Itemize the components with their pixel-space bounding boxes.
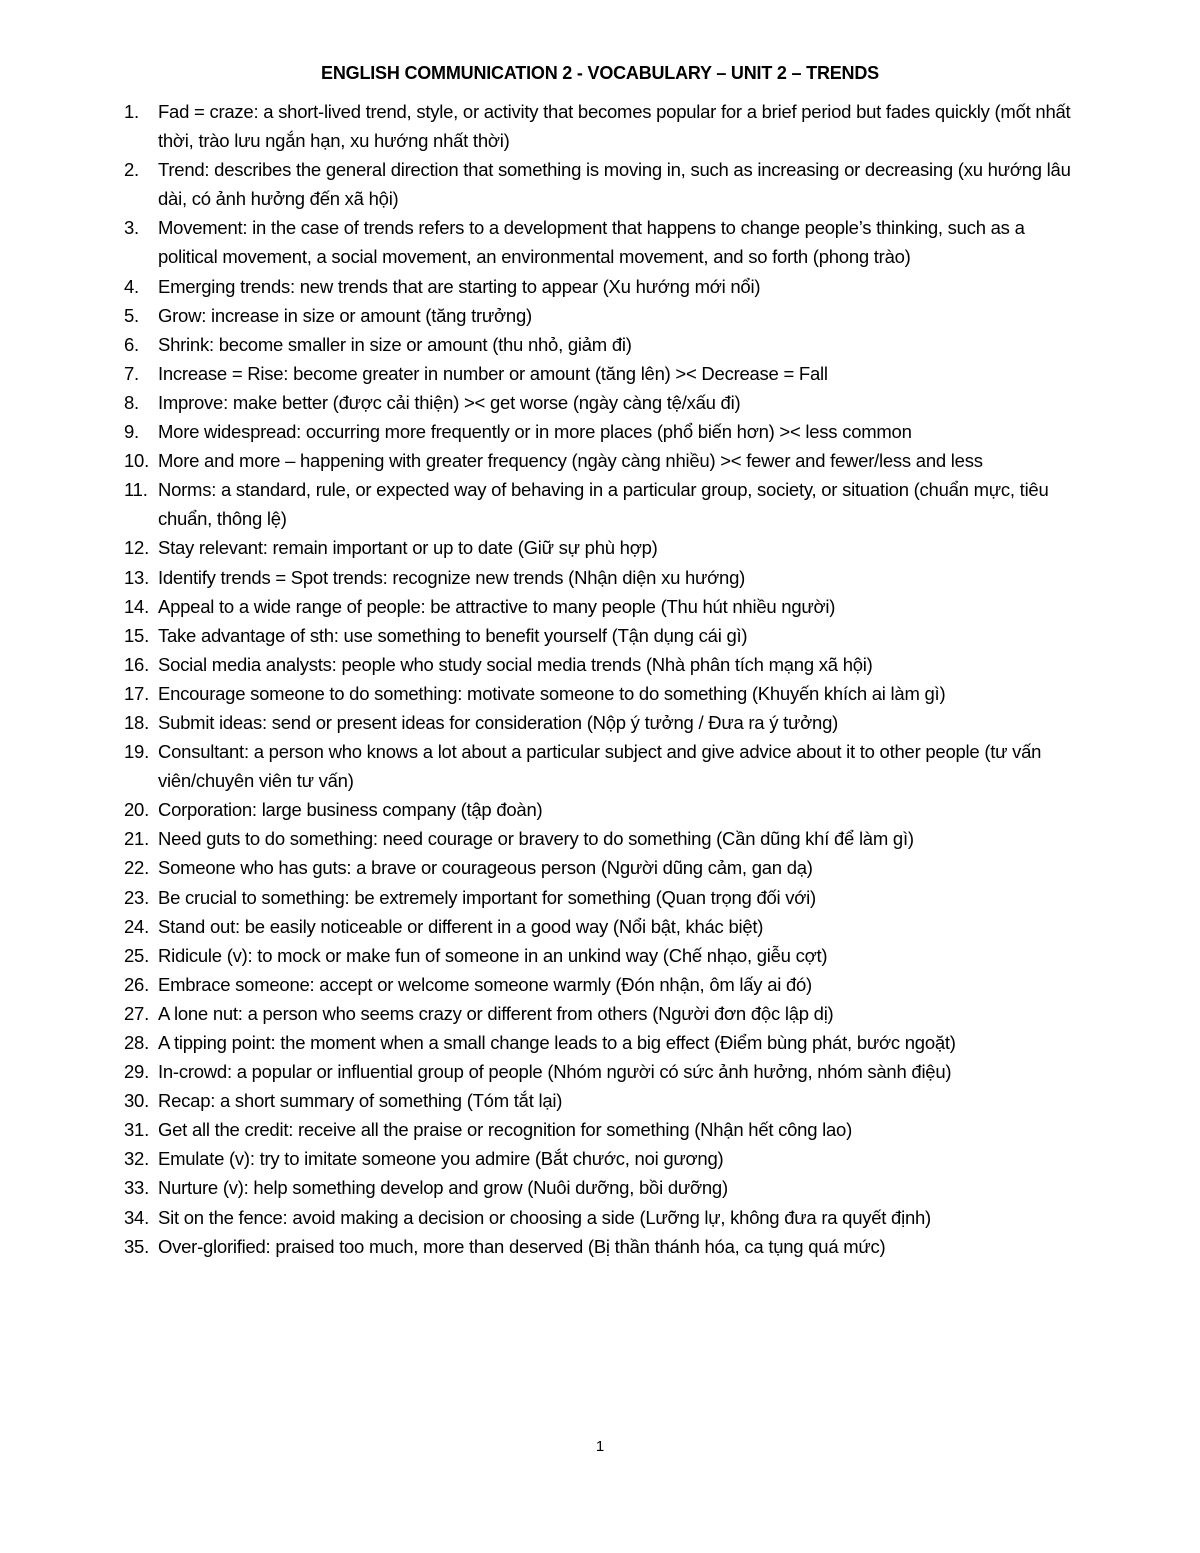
list-item-text: Consultant: a person who knows a lot about a particular subject and give advice about it to other people (tư vấn viên/chuyên viên tư vấn): [158, 741, 1042, 792]
list-item-number: 33.: [124, 1177, 149, 1199]
list-item-number: 35.: [124, 1235, 149, 1257]
list-item-text: Appeal to a wide range of people: be attractive to many people (Thu hút nhiều người): [158, 595, 836, 617]
list-item-number: 1.: [124, 101, 139, 122]
list-item: [124, 301, 1088, 330]
list-item-text: Sit on the fence: avoid making a decision or choosing a side (Lưỡng lự, không đưa ra quyết định): [158, 1206, 931, 1228]
list-item: [124, 97, 1088, 155]
list-item-number: 14.: [124, 595, 149, 617]
list-item-number: 17.: [124, 682, 149, 704]
list-item-text: Identify trends = Spot trends: recognize new trends (Nhận diện xu hướng): [158, 566, 746, 588]
list-item-number: 5.: [124, 304, 139, 326]
document-title: ENGLISH COMMUNICATION 2 - VOCABULARY – UNIT 2 – TRENDS: [321, 63, 879, 83]
list-item-number: 26.: [124, 973, 149, 995]
list-item-text: Social media analysts: people who study social media trends (Nhà phân tích mạng xã hội): [158, 653, 873, 675]
list-item-text: Recap: a short summary of something (Tóm tắt lại): [158, 1090, 563, 1112]
list-item: [124, 155, 1088, 213]
list-item-number: 19.: [124, 741, 149, 763]
list-item-number: 13.: [124, 566, 149, 588]
list-item-number: 20.: [124, 799, 149, 821]
page-number: 1: [595, 1438, 605, 1455]
list-item: [124, 446, 1088, 475]
list-item: [124, 999, 1088, 1028]
list-item: [124, 941, 1088, 970]
list-item-text: Corporation: large business company (tập đoàn): [158, 799, 543, 821]
list-item-number: 21.: [124, 828, 149, 850]
list-item-text: In-crowd: a popular or influential group of people (Nhóm người có sức ảnh hưởng, nhóm sành điệu): [158, 1061, 952, 1083]
list-item-number: 15.: [124, 624, 149, 646]
list-item-number: 6.: [124, 333, 139, 355]
list-item-text: Emerging trends: new trends that are starting to appear (Xu hướng mới nổi): [158, 275, 761, 297]
list-item-text: Improve: make better (được cải thiện) >< get worse (ngày càng tệ/xấu đi): [158, 391, 741, 413]
list-item: [124, 621, 1088, 650]
list-item: [124, 1173, 1088, 1202]
list-item-text: Stand out: be easily noticeable or different in a good way (Nổi bật, khác biệt): [158, 915, 764, 937]
list-item: [124, 1144, 1088, 1173]
list-item: [124, 533, 1088, 562]
list-item-number: 16.: [124, 653, 149, 675]
list-item-text: Norms: a standard, rule, or expected way of behaving in a particular group, society, or situation (chuẩn mực, tiêu chuẩn, thông lệ): [158, 479, 1049, 530]
list-item-text: Increase = Rise: become greater in number or amount (tăng lên) >< Decrease = Fall: [158, 362, 828, 384]
list-item-number: 8.: [124, 391, 139, 413]
list-item: [124, 1232, 1088, 1261]
vocabulary-list: [124, 97, 1088, 1261]
list-item: [124, 1028, 1088, 1057]
list-item: [124, 650, 1088, 679]
list-item-number: 30.: [124, 1090, 149, 1112]
list-item-text: More and more – happening with greater frequency (ngày càng nhiều) >< fewer and fewer/less and less: [158, 450, 983, 472]
list-item-text: Over-glorified: praised too much, more than deserved (Bị thần thánh hóa, ca tụng quá mức): [158, 1235, 886, 1257]
list-item-text: Take advantage of sth: use something to benefit yourself (Tận dụng cái gì): [158, 624, 748, 646]
list-item: [124, 853, 1088, 882]
list-item-number: 29.: [124, 1061, 149, 1083]
list-item: [124, 970, 1088, 999]
list-item: [124, 708, 1088, 737]
list-item-text: Get all the credit: receive all the praise or recognition for something (Nhận hết công lao): [158, 1119, 852, 1141]
list-item-text: A lone nut: a person who seems crazy or different from others (Người đơn độc lập dị): [158, 1002, 834, 1024]
list-item-text: More widespread: occurring more frequently or in more places (phổ biến hơn) >< less common: [158, 421, 912, 443]
list-item-text: Someone who has guts: a brave or courageous person (Người dũng cảm, gan dạ): [158, 857, 813, 879]
list-item-number: 32.: [124, 1148, 149, 1170]
list-item-text: Shrink: become smaller in size or amount (thu nhỏ, giảm đi): [158, 333, 632, 355]
list-item-text: Stay relevant: remain important or up to date (Giữ sự phù hợp): [158, 537, 658, 559]
list-item-number: 3.: [124, 217, 139, 239]
list-item-number: 23.: [124, 886, 149, 908]
list-item-number: 34.: [124, 1206, 149, 1228]
list-item-number: 31.: [124, 1119, 149, 1141]
list-item: [124, 912, 1088, 941]
list-item: [124, 883, 1088, 912]
list-item-number: 4.: [124, 275, 139, 297]
list-item-text: Ridicule (v): to mock or make fun of someone in an unkind way (Chế nhạo, giễu cợt): [158, 944, 828, 966]
list-item-number: 27.: [124, 1002, 149, 1024]
list-item: [124, 795, 1088, 824]
list-item: [124, 1115, 1088, 1144]
list-item-text: Trend: describes the general direction that something is moving in, such as increasing or decreasing (xu hướng lâu dài, có ảnh hưởng đến xã hội): [158, 159, 1071, 210]
list-item-text: Emulate (v): try to imitate someone you admire (Bắt chước, noi gương): [158, 1148, 724, 1170]
list-item: [124, 1203, 1088, 1232]
list-item-number: 25.: [124, 944, 149, 966]
list-item-number: 7.: [124, 362, 139, 384]
list-item: [124, 213, 1088, 271]
list-item-text: Nurture (v): help something develop and grow (Nuôi dưỡng, bồi dưỡng): [158, 1177, 728, 1199]
list-item: [124, 1057, 1088, 1086]
list-item-number: 18.: [124, 711, 149, 733]
list-item: [124, 592, 1088, 621]
list-item-text: Submit ideas: send or present ideas for consideration (Nộp ý tưởng / Đưa ra ý tưởng): [158, 711, 839, 733]
list-item-text: Need guts to do something: need courage or bravery to do something (Cần dũng khí để làm gì): [158, 828, 914, 850]
list-item: [124, 1086, 1088, 1115]
list-item: [124, 737, 1088, 795]
list-item-number: 10.: [124, 450, 149, 472]
list-item-text: Grow: increase in size or amount (tăng trưởng): [158, 304, 532, 326]
list-item: [124, 330, 1088, 359]
list-item-text: Fad = craze: a short-lived trend, style, or activity that becomes popular for a brief period but fades quickly (mốt nhất thời, trào lưu ngắn hạn, xu hướng nhất thời): [158, 101, 1071, 152]
list-item-number: 12.: [124, 537, 149, 559]
list-item: [124, 563, 1088, 592]
list-item: [124, 359, 1088, 388]
list-item-text: Movement: in the case of trends refers to a development that happens to change people’s thinking, such as a political movement, a social movement, an environmental movement, and so forth (phong trào): [158, 217, 1025, 268]
list-item: [124, 417, 1088, 446]
list-item-number: 11.: [124, 479, 148, 501]
list-item-number: 9.: [124, 421, 139, 443]
list-item: [124, 388, 1088, 417]
list-item: [124, 475, 1088, 533]
list-item-number: 2.: [124, 159, 139, 181]
list-item-text: Encourage someone to do something: motivate someone to do something (Khuyến khích ai làm gì): [158, 682, 946, 704]
list-item-text: A tipping point: the moment when a small change leads to a big effect (Điểm bùng phát, bước ngoặt): [158, 1032, 956, 1053]
list-item: [124, 824, 1088, 853]
list-item: [124, 272, 1088, 301]
list-item-text: Embrace someone: accept or welcome someone warmly (Đón nhận, ôm lấy ai đó): [158, 973, 812, 995]
list-item-text: Be crucial to something: be extremely important for something (Quan trọng đối với): [158, 886, 816, 908]
list-item-number: 22.: [124, 857, 149, 879]
list-item: [124, 679, 1088, 708]
list-item-number: 24.: [124, 915, 149, 937]
list-item-number: 28.: [124, 1032, 149, 1053]
